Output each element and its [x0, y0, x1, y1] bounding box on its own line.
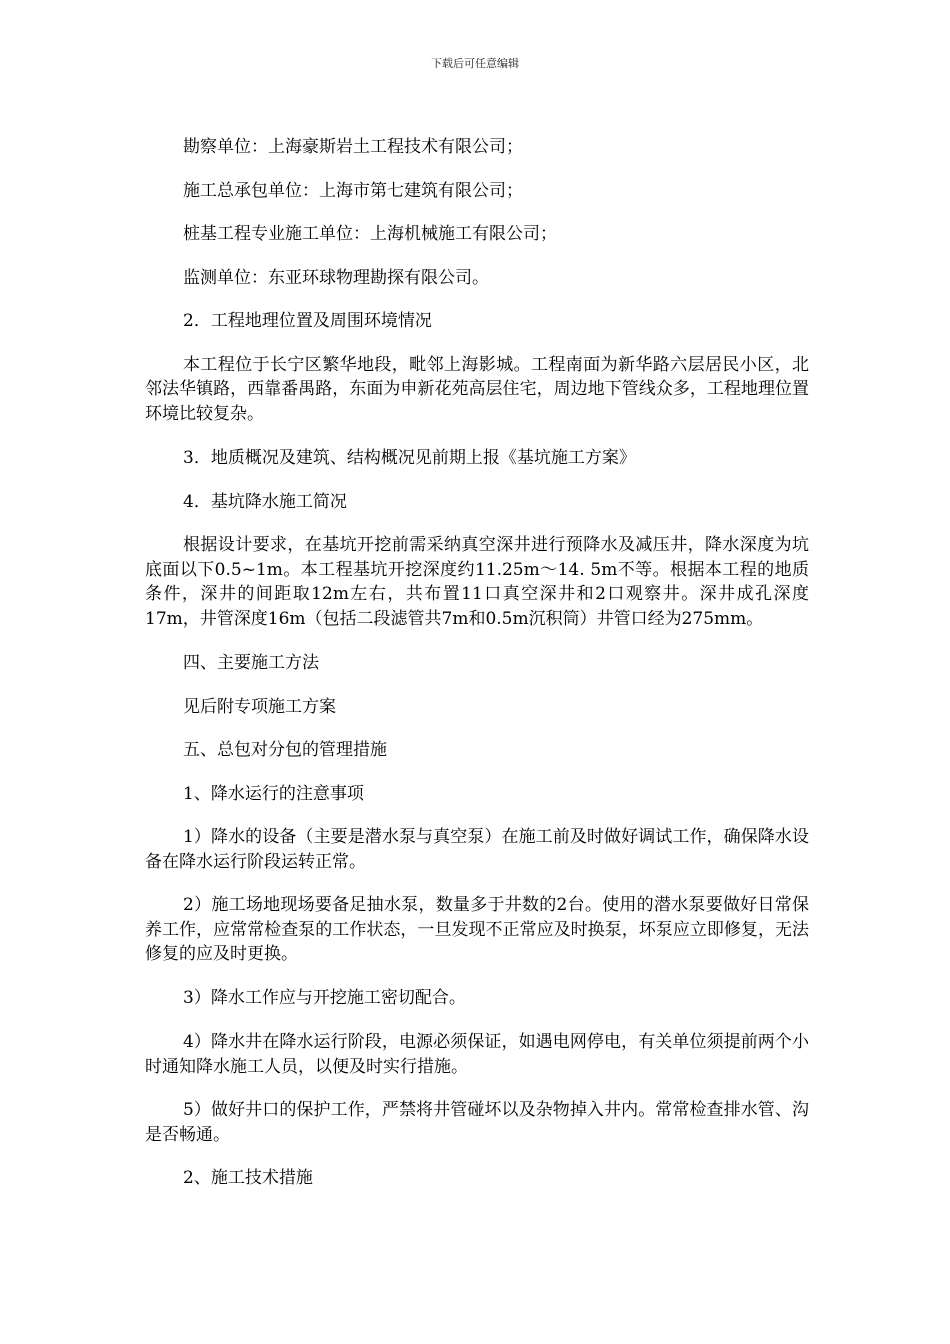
heading-technical-measures: 2、施工技术措施 — [183, 1168, 313, 1188]
paragraph-monitoring-unit: 监测单位：东亚环球物理勘探有限公司。 — [183, 267, 489, 288]
heading-geology: 3．地质概况及建筑、结构概况见前期上报《基坑施工方案》 — [183, 448, 636, 468]
list-item-3: 3）降水工作应与开挖施工密切配合。 — [183, 987, 466, 1008]
heading-main-methods: 四、主要施工方法 — [183, 653, 319, 673]
heading-dewatering-notes: 1、降水运行的注意事项 — [183, 783, 364, 804]
list-item-4: 4）降水井在降水运行阶段，电源必须保证，如遇电网停电，有关单位须提前两个小时通知降水施工人员，以便及时实行措施。 — [145, 1032, 809, 1077]
paragraph-pile-contractor: 桩基工程专业施工单位：上海机械施工有限公司； — [183, 224, 557, 244]
heading-management-measures: 五、总包对分包的管理措施 — [183, 740, 387, 760]
list-item-5: 5）做好井口的保护工作，严禁将井管碰坏以及杂物掉入井内。常常检查排水管、沟是否畅通。 — [145, 1100, 809, 1145]
paragraph-dewatering-overview: 根据设计要求，在基坑开挖前需采纳真空深井进行预降水及减压井，降水深度为坑底面以下0.5~1m。本工程基坑开挖深度约11.25m～14. 5m不等。根据本工程的地质条件，深井的间距取12m左右，共布置11口真空深井和2口观察井。深井成孔深度17m，井管深度16m（包括二段滤管共7m和0.5m沉积筒）井管口经为275mm。 — [145, 535, 809, 629]
paragraph-survey-unit: 勘察单位：上海豪斯岩土工程技术有限公司； — [183, 137, 523, 157]
paragraph-see-attached: 见后附专项施工方案 — [183, 696, 336, 717]
paragraph-location: 本工程位于长宁区繁华地段，毗邻上海影城。工程南面为新华路六层居民小区，北邻法华镇路，西靠番禺路，东面为申新花苑高层住宅，周边地下管线众多，工程地理位置环境比较复杂。 — [145, 354, 809, 424]
paragraph-general-contractor: 施工总承包单位：上海市第七建筑有限公司； — [183, 180, 523, 201]
heading-location: 2．工程地理位置及周围环境情况 — [183, 311, 432, 331]
page-header: 下载后可任意编辑 — [431, 57, 519, 70]
heading-dewatering-overview: 4．基坑降水施工简况 — [183, 491, 347, 512]
list-item-2: 2）施工场地现场要备足抽水泵，数量多于井数的2台。使用的潜水泵要做好日常保养工作，应常常检查泵的工作状态，一旦发现不正常应及时换泵，坏泵应立即修复，无法修复的应及时更换。 — [145, 895, 809, 964]
document-body — [145, 135, 809, 1191]
list-item-1: 1）降水的设备（主要是潜水泵与真空泵）在施工前及时做好调试工作，确保降水设备在降水运行阶段运转正常。 — [145, 827, 809, 872]
